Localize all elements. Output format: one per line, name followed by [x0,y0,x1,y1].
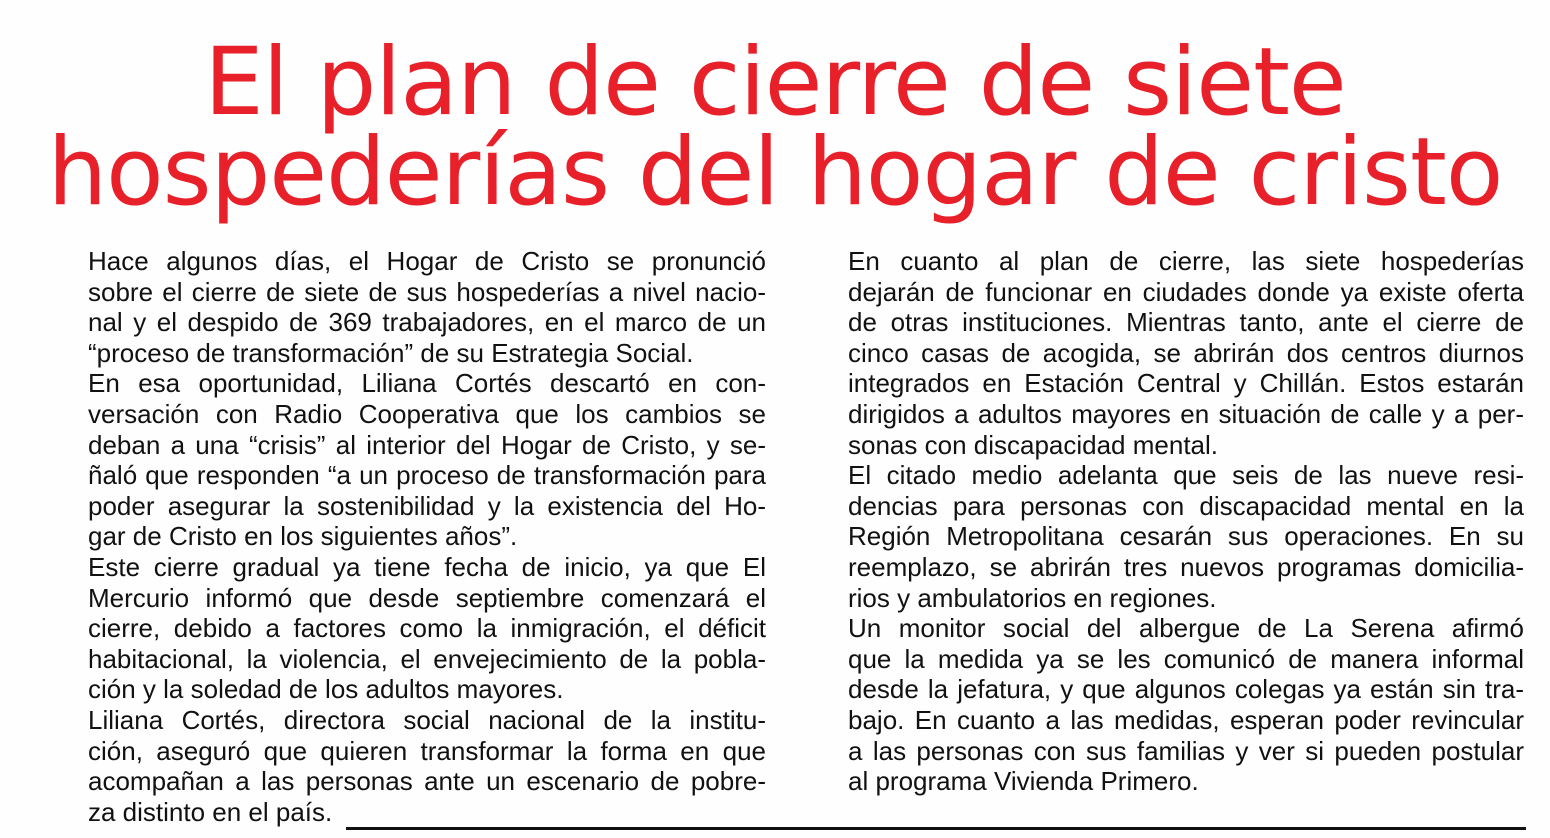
text-line: cinco casas de acogida, se abrirán dos centros diurnos [848,337,1524,368]
text-line: Este cierre gradual ya tiene fecha de inicio, ya que El [88,551,766,582]
text-line: dejarán de funcionar en ciudades donde ya existe oferta [848,276,1524,307]
text-line: que la medida ya se les comunicó de manera informal [848,643,1524,674]
text-line: ñaló que responden “a un proceso de transformación para [88,460,766,491]
text-line: al programa Vivienda Primero. [848,766,1199,797]
paragraph [802,613,1524,797]
text-line: gar de Cristo en los siguientes años”. [88,521,518,552]
text-line: versación con Radio Cooperativa que los cambios se [88,398,766,429]
text-line: En esa oportunidad, Liliana Cortés descartó en con- [88,368,766,399]
text-line: reemplazo, se abrirán tres nuevos programas domicilia- [848,551,1524,582]
text-line: nal y el despido de 369 trabajadores, en el marco de un [88,307,766,338]
text-line: deban a una “crisis” al interior del Hogar de Cristo, y se- [88,429,766,460]
paragraph [42,705,766,827]
text-line: “proceso de transformación” de su Estrategia Social. [88,337,694,368]
text-line: sobre el cierre de siete de sus hospederías a nivel nacio- [88,276,766,307]
text-line: bajo. En cuanto a las medidas, esperan poder revincular [848,704,1524,735]
headline-line-1: El plan de cierre de siete [204,28,1346,137]
paragraph [42,552,766,705]
headline [0,28,1550,227]
paragraph [802,246,1524,460]
text-line: El citado medio adelanta que seis de las nueve resi- [848,460,1524,491]
text-line: dencias para personas con discapacidad mental en la [848,490,1524,521]
text-line: En cuanto al plan de cierre, las siete hospederías [848,246,1524,276]
text-line: za distinto en el país. [88,796,333,827]
article-column-right [802,246,1524,797]
text-line: Un monitor social del albergue de La Serena afirmó [848,613,1524,644]
text-line: Hace algunos días, el Hogar de Cristo se pronunció [88,246,766,276]
text-line: ción, aseguró que quieren transformar la forma en que [88,735,766,766]
text-line: rios y ambulatorios en regiones. [848,582,1217,613]
text-line: habitacional, la violencia, el envejecimiento de la pobla- [88,643,766,674]
text-line: desde la jefatura, y que algunos colegas ya están sin tra- [848,674,1524,705]
text-line: Mercurio informó que desde septiembre comenzará el [88,582,766,613]
text-line: Región Metropolitana cesarán sus operaciones. En su [848,521,1524,552]
text-line: a las personas con sus familias y ver si pueden postular [848,735,1524,766]
article-column-left [42,246,766,827]
paragraph [42,246,766,368]
headline-line-2: hospederías del hogar de cristo [47,118,1503,227]
text-line: dirigidos a adultos mayores en situación de calle y a per- [848,398,1524,429]
text-line: integrados en Estación Central y Chillán. Estos estarán [848,368,1524,399]
text-line: Liliana Cortés, directora social nacional de la institu- [88,704,766,735]
text-line: acompañan a las personas ante un escenario de pobre- [88,766,766,797]
paragraph [42,368,766,552]
text-line: ción y la soledad de los adultos mayores. [88,674,564,705]
text-line: de otras instituciones. Mientras tanto, ante el cierre de [848,307,1524,338]
paragraph [802,460,1524,613]
text-line: sonas con discapacidad mental. [848,429,1219,460]
section-divider [346,827,1526,830]
text-line: poder asegurar la sostenibilidad y la existencia del Ho- [88,490,766,521]
text-line: cierre, debido a factores como la inmigración, el déficit [88,613,766,644]
